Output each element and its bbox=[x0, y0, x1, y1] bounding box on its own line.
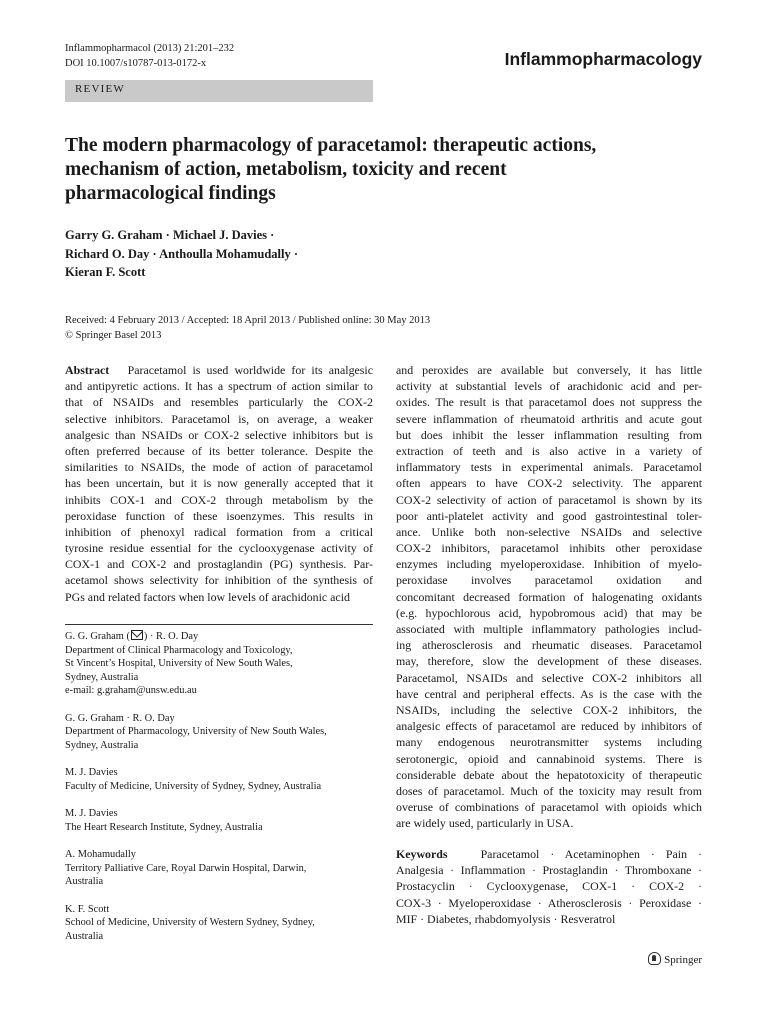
springer-horse-icon bbox=[648, 952, 661, 965]
affiliation-text: G. G. Graham ( bbox=[65, 631, 130, 642]
abstract-line: ance. Unlike both non-selective NSAIDs and selective bbox=[396, 524, 702, 539]
affiliation bbox=[65, 630, 373, 698]
abstract-line: oxides. The result is that paracetamol does not suppress the bbox=[396, 395, 702, 410]
abstract-first-text: Paracetamol is used worldwide for its analgesic bbox=[127, 363, 373, 377]
abstract-line: PGs and related factors when low levels of arachidonic acid bbox=[65, 589, 350, 604]
affiliation-authors: G. G. Graham · R. O. Day bbox=[65, 712, 175, 724]
abstract-right-column bbox=[396, 362, 702, 831]
abstract-line: NSAIDs, including the selective COX-2 inhibitors, the bbox=[396, 702, 702, 717]
journal-citation: Inflammopharmacol (2013) 21:201–232 bbox=[65, 43, 235, 54]
email-link[interactable]: e-mail: g.graham@unsw.edu.au bbox=[65, 685, 197, 696]
abstract-line: inhibition of phenoxyl radical formation from a critical bbox=[65, 524, 373, 539]
abstract-line: associated with multiple inflammatory pathologies includ- bbox=[396, 622, 702, 636]
doi[interactable]: DOI 10.1007/s10787-013-0172-x bbox=[65, 58, 207, 69]
author-line: Richard O. Day · Anthoulla Mohamudally · bbox=[65, 246, 299, 261]
abstract-line: peroxidase involves paracetamol oxidation and bbox=[396, 573, 702, 588]
abstract-line: and peroxides are available but conversely, it has little bbox=[396, 363, 702, 377]
journal-name: Inflammopharmacology bbox=[504, 49, 702, 69]
publisher-logo bbox=[648, 952, 702, 966]
abstract-line: ing atherosclerosis and rheumatic diseases. Paracetamol bbox=[396, 638, 702, 653]
affiliation-line: Faculty of Medicine, University of Sydney, Sydney, Australia bbox=[65, 780, 322, 792]
keywords-line: Prostacyclin · Cyclooxygenase, COX-1 · COX-2 · bbox=[396, 879, 702, 894]
abstract-left-column bbox=[65, 362, 373, 605]
abstract-line: but does inhibit the lesser inflammation resulting from bbox=[396, 427, 702, 442]
affiliation-line: Australia bbox=[65, 876, 104, 887]
affiliation-authors: K. F. Scott bbox=[65, 903, 110, 915]
abstract-line: and antipyretic actions. It has a spectrum of action similar to bbox=[65, 379, 373, 394]
abstract-line: selective inhibitors. Paracetamol is, on average, a weaker bbox=[65, 411, 373, 426]
abstract-line: Paracetamol, NSAIDs and selective COX-2 inhibitors all bbox=[396, 670, 702, 685]
section-label: REVIEW bbox=[75, 83, 125, 95]
abstract-line: often appears to have COX-2 selectivity. The apparent bbox=[396, 476, 702, 491]
keywords-first-text: Paracetamol · Acetaminophen · Pain · bbox=[480, 847, 702, 861]
abstract-line: analgesic effects of paracetamol are reduced by inhibitors of bbox=[396, 719, 702, 734]
affiliation bbox=[65, 766, 373, 793]
section-bar bbox=[65, 80, 373, 102]
abstract-line: concomitant decreased formation of halogenating oxidants bbox=[396, 589, 702, 604]
abstract-line: overuse of combinations of paracetamol with opioids which bbox=[396, 800, 702, 815]
article-title bbox=[65, 134, 715, 206]
affiliation bbox=[65, 848, 373, 889]
affiliation-line: St Vincent’s Hospital, University of New South Wales, bbox=[65, 658, 293, 669]
footnote-rule bbox=[65, 624, 373, 625]
affiliation-authors: A. Mohamudally bbox=[65, 849, 136, 860]
author-line: Kieran F. Scott bbox=[65, 265, 146, 279]
abstract-line: extraction of teeth and is also active in a variety of bbox=[396, 443, 702, 458]
abstract-line: that of NSAIDs and resembles particularly the COX-2 bbox=[65, 395, 373, 410]
abstract-label: Abstract bbox=[65, 363, 110, 377]
abstract-line: (e.g. hypochlorous acid, hypobromous acid) that may be bbox=[396, 605, 702, 620]
abstract-line: peroxidase function of these isoenzymes. This results in bbox=[65, 508, 373, 523]
abstract-line: serotonergic, opioid and cannabinoid systems. There is bbox=[396, 751, 702, 766]
abstract-line: enzymes including myeloperoxidase. Inhibition of myelo- bbox=[396, 557, 702, 572]
abstract-line: considerable debate about the hepatotoxicity of therapeutic bbox=[396, 767, 702, 782]
affiliation bbox=[65, 712, 373, 753]
keywords-label: Keywords bbox=[396, 847, 448, 861]
abstract-line: inhibits COX-1 and COX-2 through metabolism by the bbox=[65, 492, 373, 507]
keywords-line: Analgesia · Inflammation · Prostaglandin · Thromboxane · bbox=[396, 863, 702, 878]
affiliation-authors: M. J. Davies bbox=[65, 767, 118, 778]
affiliation-line: Department of Clinical Pharmacology and Toxicology, bbox=[65, 644, 293, 656]
abstract-line: tyrosine residue essential for the cyclooxygenase activity of bbox=[65, 541, 373, 556]
abstract-line: are widely used, particularly in USA. bbox=[396, 816, 574, 831]
abstract-line: poor anti-platelet activity and good gastrointestinal toler- bbox=[396, 508, 702, 523]
affiliations bbox=[65, 630, 373, 957]
abstract-line: COX-2 inhibitors, paracetamol inhibits other peroxidase bbox=[396, 541, 702, 556]
affiliation-line: The Heart Research Institute, Sydney, Australia bbox=[65, 821, 263, 833]
history-dates: Received: 4 February 2013 / Accepted: 18 April 2013 / Published online: 30 May 2013 bbox=[65, 315, 431, 326]
abstract-line: severe inflammation of rheumatoid arthritis and acute gout bbox=[396, 411, 702, 426]
abstract-line: activity at substantial levels of arachidonic acid and per- bbox=[396, 379, 702, 394]
copyright: © Springer Basel 2013 bbox=[65, 329, 162, 341]
abstract-line: COX-2 selectivity of action of paracetamol is shown by its bbox=[396, 492, 702, 507]
affiliation-line: Sydney, Australia bbox=[65, 671, 139, 683]
title-line: mechanism of action, metabolism, toxicity and recent bbox=[65, 159, 507, 180]
affiliation-text: ) · R. O. Day bbox=[143, 631, 199, 642]
abstract-line: acetamol shows selectivity for inhibition of the synthesis of bbox=[65, 573, 373, 588]
publisher-name: Springer bbox=[664, 954, 702, 966]
keywords-line: COX-3 · Myeloperoxidase · Atherosclerosis · Peroxidase · bbox=[396, 895, 702, 910]
abstract-line: COX-1 and COX-2 and prostaglandin (PG) synthesis. Par- bbox=[65, 557, 373, 572]
keywords-block bbox=[396, 846, 702, 927]
affiliation bbox=[65, 807, 373, 834]
affiliation-authors bbox=[65, 630, 373, 644]
abstract-line: doses of paracetamol. Much of the toxicity may result from bbox=[396, 783, 702, 798]
abstract-line: many endogenous neurotransmitter systems including bbox=[396, 735, 702, 750]
author-list bbox=[65, 226, 298, 282]
abstract-line: has been uncertain, but it is now generally accepted that it bbox=[65, 476, 373, 491]
abstract-line: inflammatory tests in experimental animals. Paracetamol bbox=[396, 460, 702, 475]
citation-block bbox=[65, 41, 234, 71]
affiliation bbox=[65, 903, 373, 944]
abstract-line: similarities to NSAIDs, the mode of action of paracetamol bbox=[65, 460, 373, 475]
keywords-line: MIF · Diabetes, rhabdomyolysis · Resveratrol bbox=[396, 911, 616, 926]
affiliation-authors: M. J. Davies bbox=[65, 808, 118, 819]
abstract-first-line bbox=[65, 362, 373, 378]
title-line: pharmacological findings bbox=[65, 183, 276, 204]
affiliation-line: Australia bbox=[65, 930, 104, 942]
publication-history bbox=[65, 314, 430, 343]
keywords-first-line bbox=[396, 846, 702, 862]
abstract-line: may, therefore, slow the development of these diseases. bbox=[396, 654, 702, 669]
affiliation-line: Sydney, Australia bbox=[65, 739, 139, 751]
author-line: Garry G. Graham · Michael J. Davies · bbox=[65, 228, 275, 242]
envelope-icon[interactable] bbox=[131, 630, 143, 640]
affiliation-line: Territory Palliative Care, Royal Darwin Hospital, Darwin, bbox=[65, 862, 307, 874]
title-line: The modern pharmacology of paracetamol: therapeutic actions, bbox=[65, 135, 597, 156]
abstract-line: often preferred because of its better tolerance. Despite the bbox=[65, 443, 373, 458]
abstract-line: have central and peripheral effects. As is the case with the bbox=[396, 686, 702, 701]
affiliation-line: School of Medicine, University of Western Sydney, Sydney, bbox=[65, 917, 315, 928]
abstract-line: analgesic than NSAIDs or COX-2 selective inhibitors but is bbox=[65, 427, 373, 442]
affiliation-line: Department of Pharmacology, University of New South Wales, bbox=[65, 726, 327, 737]
